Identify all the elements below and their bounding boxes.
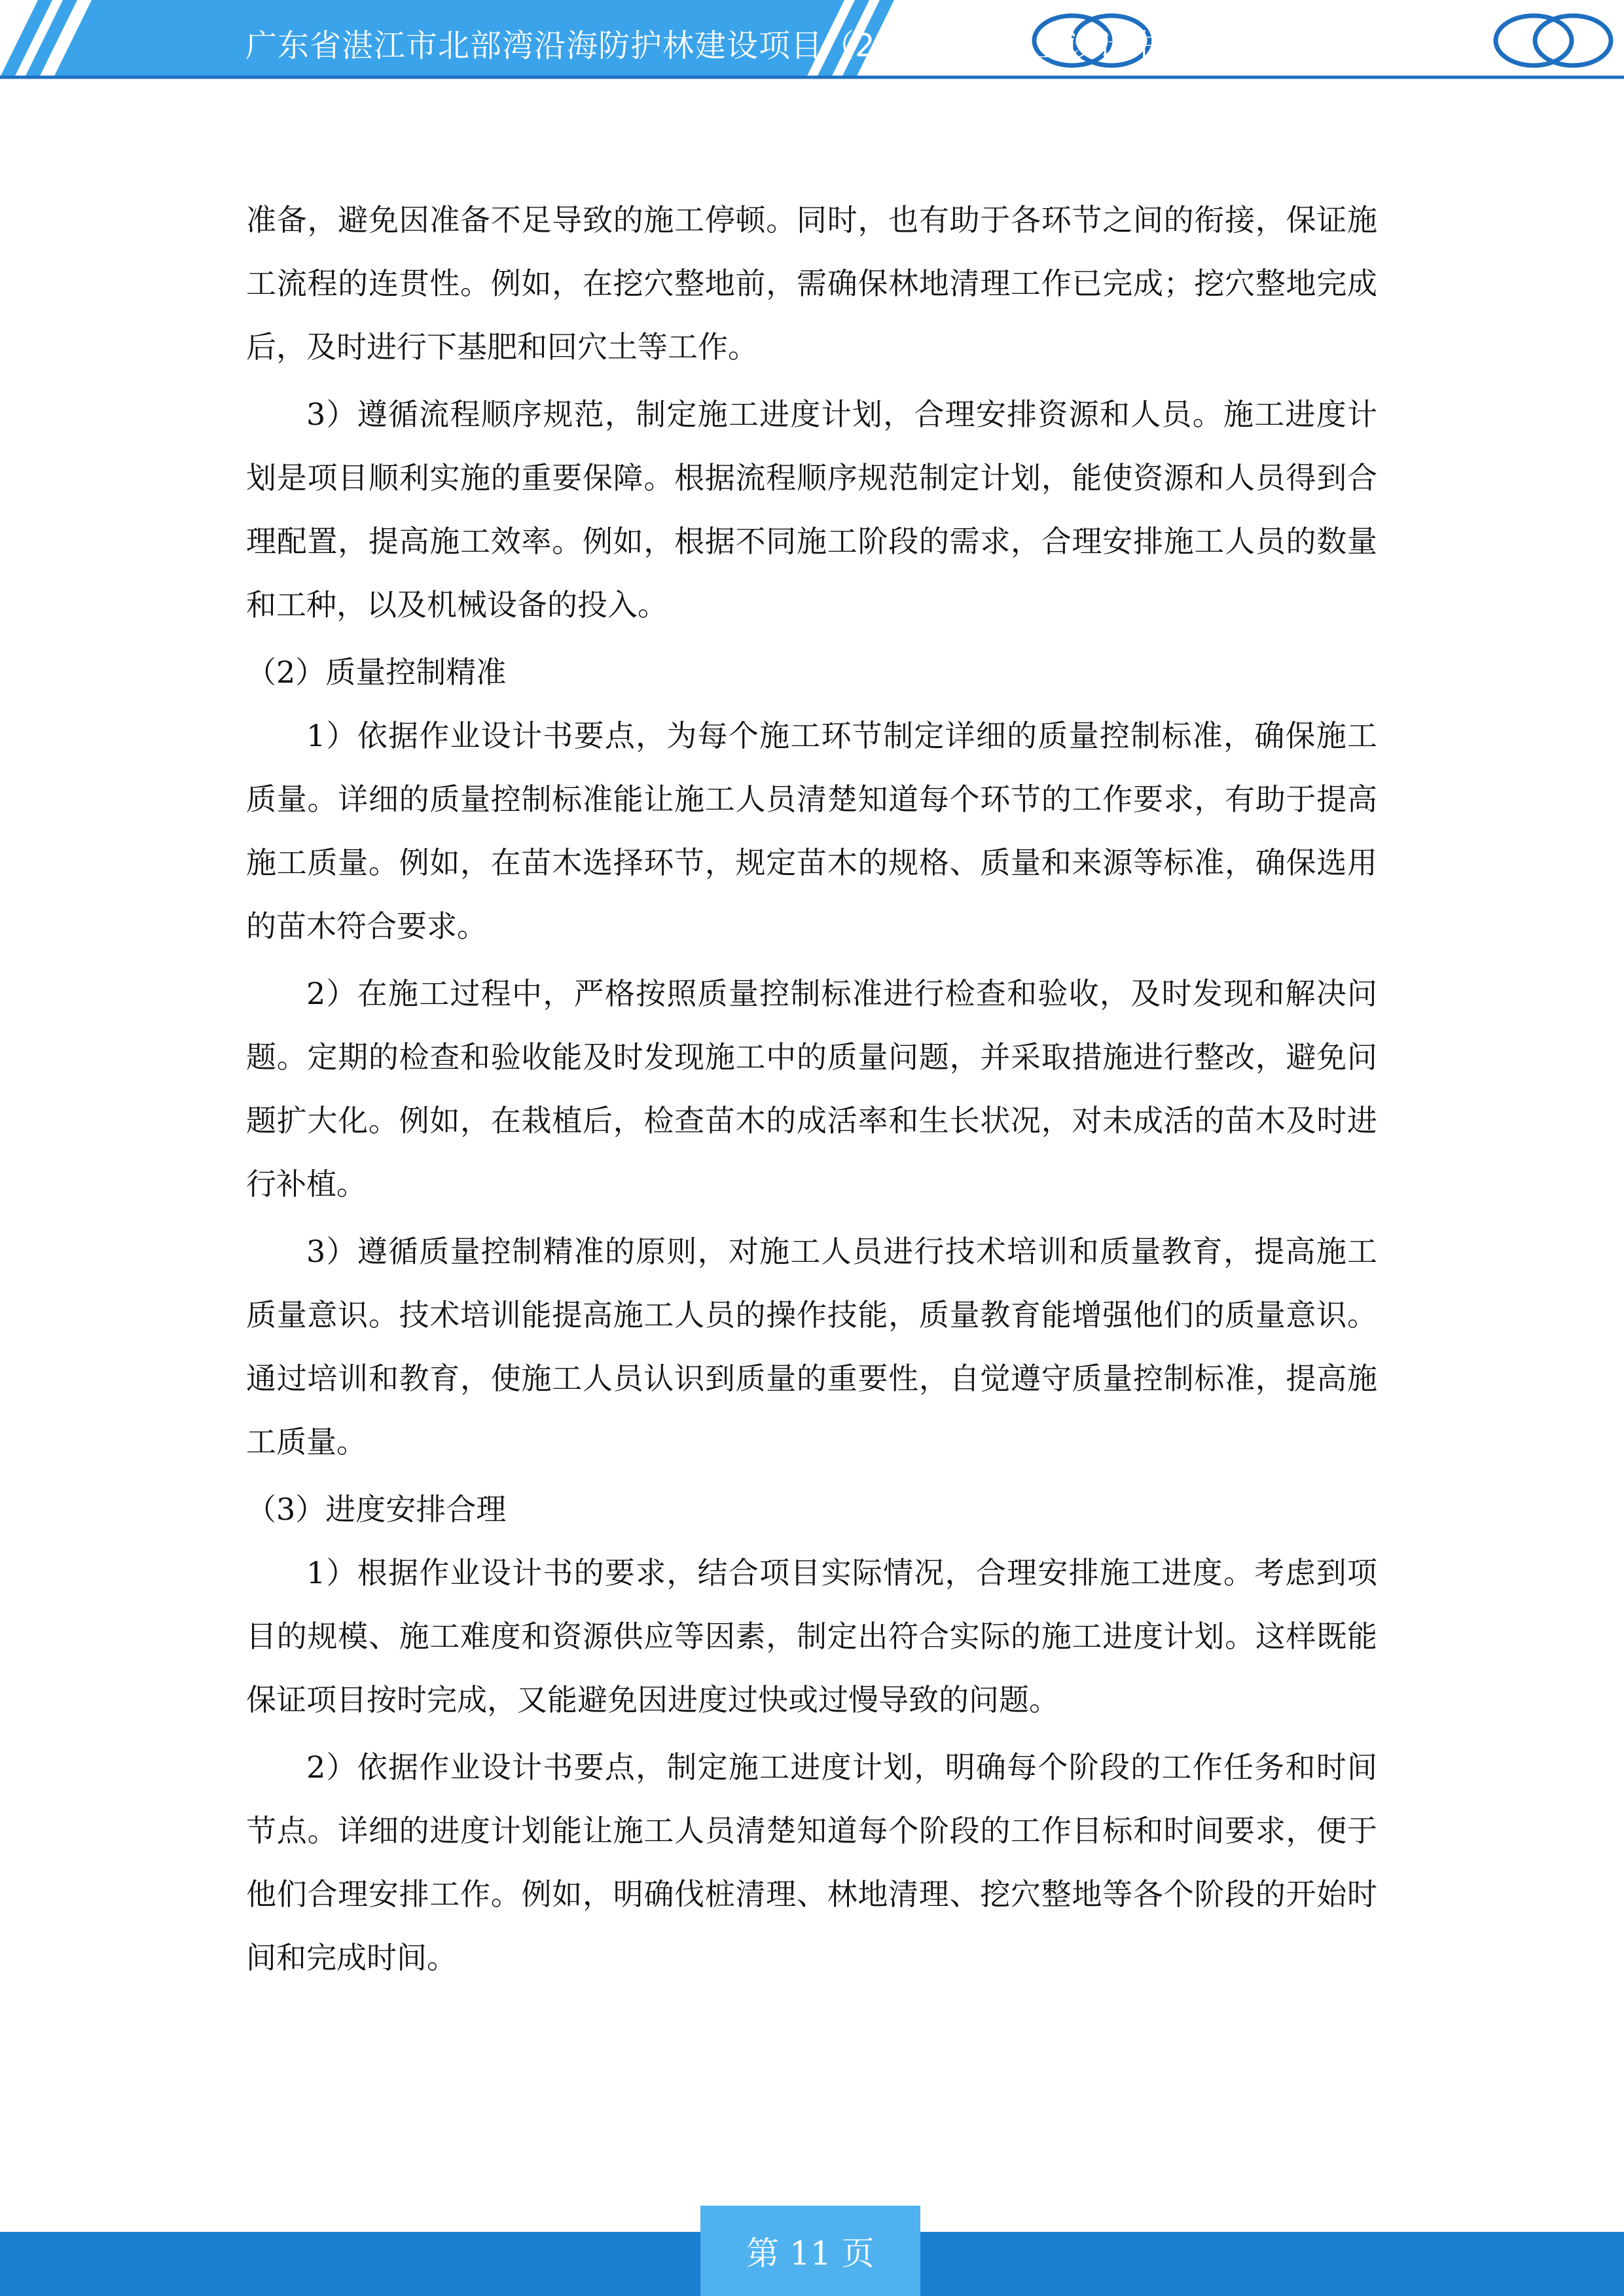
logo-rings-icon-right [1496, 16, 1611, 65]
paragraph-schedule-2: 2）依据作业设计书要点，制定施工进度计划，明确每个阶段的工作任务和时间节点。详细的进度计划能让施工人员清楚知道每个阶段的工作目标和时间要求，便于他们合理安排工作。例如，明确伐桩清理、林地清理、挖穴整地等各个阶段的开始时间和完成时间。 [246, 1749, 1377, 1975]
section-heading-quality: （2）质量控制精准 [246, 655, 507, 690]
page-number: 第 11 页 [746, 2234, 875, 2272]
document-title: 广东省湛江市北部湾沿海防护林建设项目（2024年）作业设计书 [245, 27, 1163, 64]
section-heading-schedule: （3）进度安排合理 [246, 1492, 507, 1527]
document-body [246, 188, 1377, 1994]
paragraph-quality-2: 2）在施工过程中，严格按照质量控制标准进行检查和验收，及时发现和解决问题。定期的检查和验收能及时发现施工中的质量问题，并采取措施进行整改，避免问题扩大化。例如，在栽植后，检查苗木的成活率和生长状况，对未成活的苗木及时进行补植。 [246, 976, 1377, 1202]
page-number-box [700, 2206, 920, 2296]
paragraph-item-3: 3）遵循流程顺序规范，制定施工进度计划，合理安排资源和人员。施工进度计划是项目顺利实施的重要保障。根据流程顺序规范制定计划，能使资源和人员得到合理配置，提高施工效率。例如，根据不同施工阶段的需求，合理安排施工人员的数量和工种，以及机械设备的投入。 [246, 397, 1377, 622]
paragraph-continuation: 准备，避免因准备不足导致的施工停顿。同时，也有助于各环节之间的衔接，保证施工流程的连贯性。例如，在挖穴整地前，需确保林地清理工作已完成；挖穴整地完成后，及时进行下基肥和回穴土等工作。 [246, 202, 1377, 365]
paragraph-quality-3: 3）遵循质量控制精准的原则，对施工人员进行技术培训和质量教育，提高施工质量意识。技术培训能提高施工人员的操作技能，质量教育能增强他们的质量意识。通过培训和教育，使施工人员认识到质量的重要性，自觉遵守质量控制标准，提高施工质量。 [246, 1234, 1377, 1460]
paragraph-quality-1: 1）依据作业设计书要点，为每个施工环节制定详细的质量控制标准，确保施工质量。详细的质量控制标准能让施工人员清楚知道每个环节的工作要求，有助于提高施工质量。例如，在苗木选择环节，规定苗木的规格、质量和来源等标准，确保选用的苗木符合要求。 [246, 718, 1377, 944]
page-header [0, 0, 1624, 85]
paragraph-schedule-1: 1）根据作业设计书的要求，结合项目实际情况，合理安排施工进度。考虑到项目的规模、施工难度和资源供应等因素，制定出符合实际的施工进度计划。这样既能保证项目按时完成，又能避免因进度过快或过慢导致的问题。 [246, 1555, 1377, 1717]
